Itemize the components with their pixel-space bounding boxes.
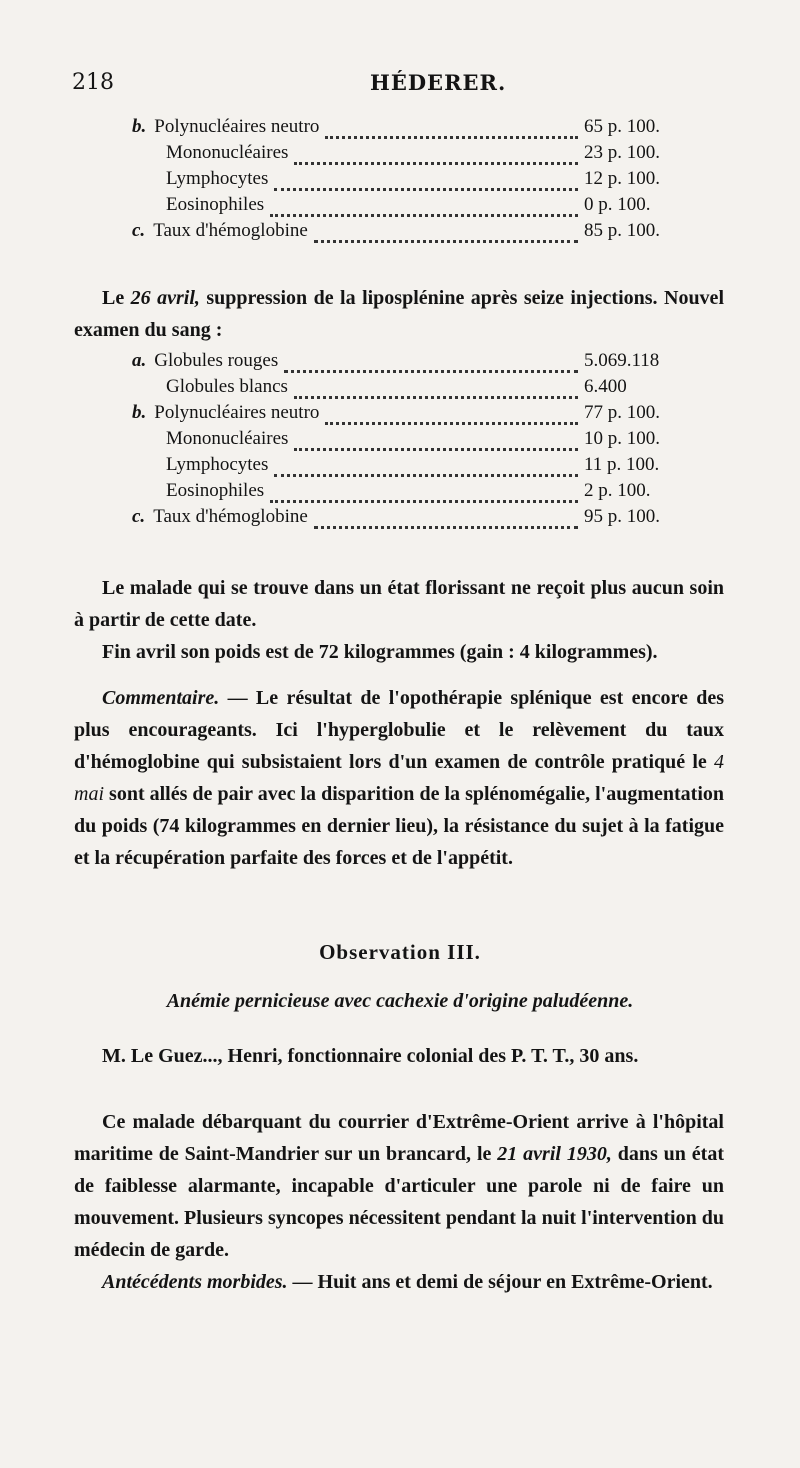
row-label — [166, 454, 268, 476]
row-value: 2 p. 100. — [584, 480, 651, 501]
observation-subtitle: Anémie pernicieuse avec cachexie d'origine paludéenne. — [166, 990, 634, 1012]
row-label-text: Mononucléaires — [166, 142, 289, 163]
dot-leader — [325, 406, 578, 425]
table-row — [132, 350, 712, 376]
row-label — [166, 428, 288, 450]
paragraph-patient — [74, 1040, 724, 1072]
table-row — [132, 142, 712, 168]
blood-count-table-2 — [132, 350, 712, 532]
row-value: 95 p. 100. — [584, 506, 660, 527]
row-label-text: Taux d'hémoglobine — [153, 220, 308, 241]
row-label-text: Globules rouges — [154, 350, 279, 371]
row-label — [132, 402, 319, 424]
row-label-text: Taux d'hémoglobine — [153, 506, 308, 527]
row-label-text: Lymphocytes — [166, 454, 269, 475]
arrival-text-b: dans un état de faiblesse alarmante, incapable d'articuler une parole ni de faire un mouvement. Plusieurs syncopes nécessitent pendant la nuit l'intervention du médecin de garde. — [74, 1143, 724, 1261]
date-april-26: 26 avril, — [130, 287, 200, 309]
commentary-label: Commentaire. — [102, 687, 220, 709]
commentary-text-a: — Le résultat de l'opothérapie splénique est encore des plus encourageants. Ici l'hyperglobulie et le relèvement du taux d'hémoglobine qui subsistaient lors d'un examen de contrôle pratiqué le — [74, 687, 724, 773]
dot-leader — [325, 120, 578, 139]
paragraph-florissant — [74, 572, 724, 636]
row-value: 77 p. 100. — [584, 402, 660, 423]
table-row — [132, 376, 712, 402]
row-value: 85 p. 100. — [584, 220, 660, 241]
date-april-21-1930: 21 avril 1930, — [497, 1143, 612, 1165]
para2-text: Le malade qui se trouve dans un état florissant ne reçoit plus aucun soin à partir de cette date. — [74, 577, 724, 631]
dot-leader — [270, 198, 578, 217]
row-label-text: Lymphocytes — [166, 168, 269, 189]
table-row — [132, 402, 712, 428]
row-marker: c. — [132, 506, 146, 527]
row-label — [132, 506, 308, 528]
table-row — [132, 480, 712, 506]
antecedents-text: — Huit ans et demi de séjour en Extrême-Orient. — [287, 1271, 713, 1293]
row-value: 10 p. 100. — [584, 428, 660, 449]
row-label — [132, 220, 308, 242]
para1-text: suppression de la liposplénine après seize injections. Nouvel examen du sang : — [74, 287, 724, 341]
row-label-text: Polynucléaires neutro — [154, 402, 320, 423]
row-value: 6.400 — [584, 376, 627, 397]
row-value: 65 p. 100. — [584, 116, 660, 137]
row-label-text: Globules blancs — [166, 376, 288, 397]
running-title: HÉDERER. — [370, 70, 507, 95]
page-number: 218 — [72, 70, 114, 95]
dot-leader — [294, 146, 578, 165]
arrival-text-a: Ce malade débarquant du courrier d'Extrême-Orient arrive à l'hôpital maritime de Saint-Mandrier sur un brancard, le — [74, 1111, 724, 1165]
dot-leader — [274, 172, 578, 191]
row-marker: b. — [132, 402, 147, 423]
row-label — [132, 116, 319, 138]
dot-leader — [314, 224, 578, 243]
dot-leader — [294, 432, 578, 451]
paragraph-weight — [74, 636, 724, 668]
row-label — [166, 376, 288, 398]
table-row — [132, 428, 712, 454]
row-label — [166, 480, 264, 502]
table-row — [132, 220, 712, 246]
para1-lead: Le — [102, 287, 131, 309]
dot-leader — [284, 354, 578, 373]
table-row — [132, 168, 712, 194]
row-value: 23 p. 100. — [584, 142, 660, 163]
row-label-text: Eosinophiles — [166, 480, 265, 501]
row-label — [166, 194, 264, 216]
table-row — [132, 116, 712, 142]
commentary-text-b: sont allés de pair avec la disparition de la splénomégalie, l'augmentation du poids (74 kilogrammes en dernier lieu), la résistance du sujet à la fatigue et la récupération parfaite des forces et de l'appétit. — [74, 783, 724, 869]
paragraph-commentary — [74, 682, 724, 874]
table-row — [132, 194, 712, 220]
observation-title: Observation III. — [319, 940, 481, 964]
paragraph-antecedents — [74, 1266, 724, 1298]
row-label-text: Eosinophiles — [166, 194, 265, 215]
dot-leader — [294, 380, 578, 399]
row-value: 5.069.118 — [584, 350, 660, 371]
blood-count-table-1 — [132, 116, 712, 246]
row-value: 12 p. 100. — [584, 168, 660, 189]
row-value: 0 p. 100. — [584, 194, 651, 215]
row-marker: c. — [132, 220, 146, 241]
row-label — [166, 168, 268, 190]
row-marker: a. — [132, 350, 147, 371]
paragraph-april-26 — [74, 282, 724, 346]
row-value: 11 p. 100. — [584, 454, 660, 475]
antecedents-label: Antécédents morbides. — [102, 1271, 288, 1293]
patient-text: M. Le Guez..., Henri, fonctionnaire colonial des P. T. T., 30 ans. — [102, 1045, 639, 1067]
dot-leader — [314, 510, 578, 529]
row-label-text: Polynucléaires neutro — [154, 116, 320, 137]
row-label-text: Mononucléaires — [166, 428, 289, 449]
paragraph-arrival — [74, 1106, 724, 1266]
para3-text: Fin avril son poids est de 72 kilogrammes (gain : 4 kilogrammes). — [102, 641, 658, 663]
dot-leader — [274, 458, 578, 477]
table-row — [132, 506, 712, 532]
row-label — [166, 142, 288, 164]
page-header — [72, 70, 722, 104]
table-row — [132, 454, 712, 480]
row-label — [132, 350, 278, 372]
row-marker: b. — [132, 116, 147, 137]
date-may-4: 4 mai — [74, 751, 724, 805]
dot-leader — [270, 484, 578, 503]
